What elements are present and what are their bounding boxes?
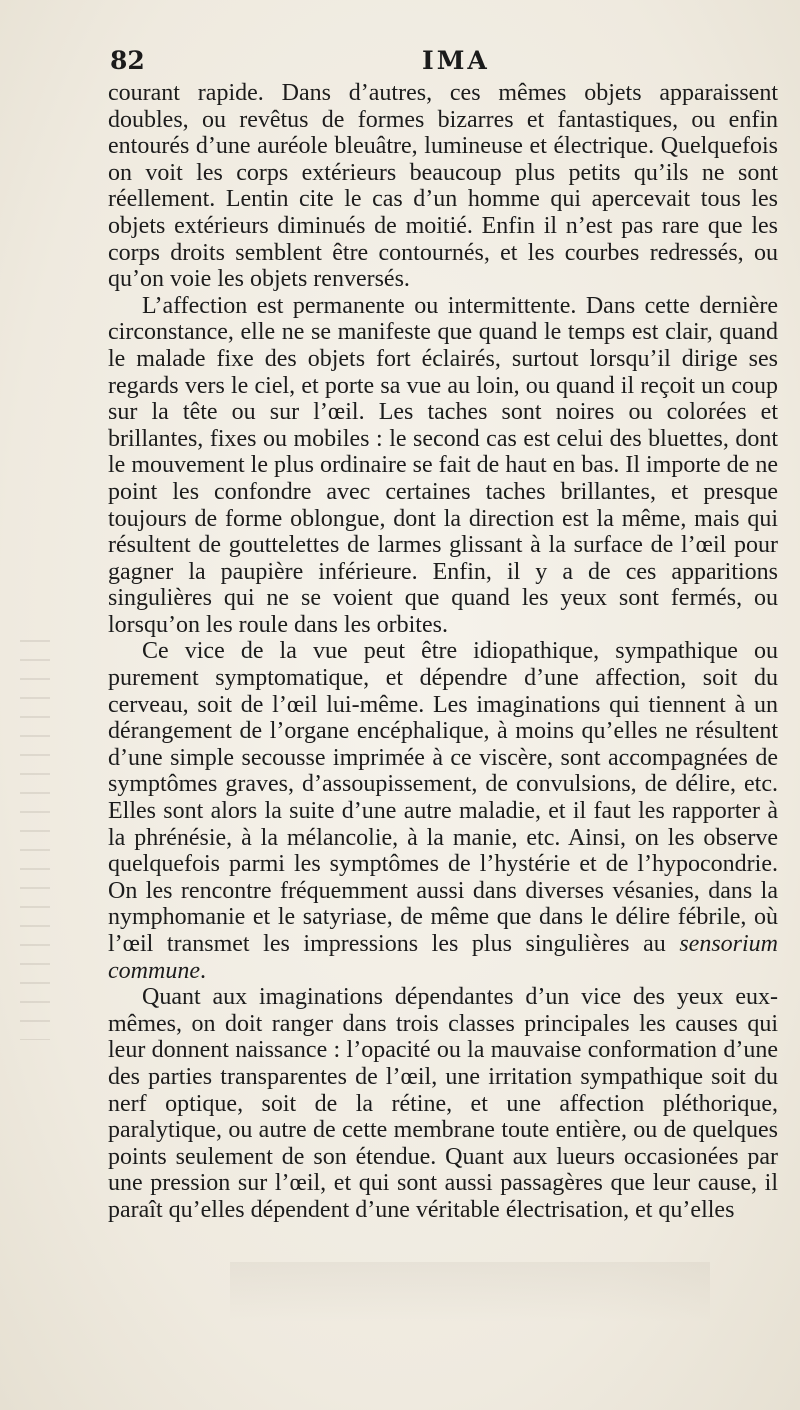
paragraph-3: Ce vice de la vue peut être idiopathique, sympathique ou purement symptomatique, et dépendre d’une affection, soit du cerveau, soit de l’œil lui-même. Les imaginations qui tiennent à un dérangement de l’organe encéphalique, à moins qu’elles ne résultent d’une simple secousse imprimée à ce viscère, sont accompagnées de symptômes graves, d’assoupissement, de convulsions, de délire, etc. Elles sont alors la suite d’une autre maladie, et il faut les rapporter à la phrénésie, à la mélancolie, à la manie, etc. Ainsi, on les observe quelquefois parmi les symptômes de l’hystérie et de l’hypocondrie. On les rencontre fréquemment aussi dans diverses vésanies, dans la nymphomanie et le satyriase, de même que dans le délire fébrile, où l’œil transmet les impressions les plus singulières au sensorium commune. [108,638,778,984]
paragraph-1: courant rapide. Dans d’autres, ces mêmes objets apparaissent doubles, ou revêtus de formes bizarres et fantastiques, ou enfin entourés d’une auréole bleuâtre, lumineuse et électrique. Quelquefois on voit les corps extérieurs beaucoup plus petits qu’ils ne sont réellement. Lentin cite le cas d’un homme qui apercevait tous les objets extérieurs diminués de moitié. Enfin il n’est pas rare que les corps droits semblent être contournés, et les courbes redressés, ou qu’on voie les objets renversés. [108,80,778,293]
margin-bleed-marks [20,640,50,1040]
running-head: IMA [422,46,490,75]
page-number: 82 [110,46,145,75]
body-text [108,80,778,1224]
latin-phrase: sensorium commune [108,931,778,984]
paragraph-2: L’affection est permanente ou intermittente. Dans cette dernière circonstance, elle ne se manifeste que quand le temps est clair, quand le malade fixe des objets fort éclairés, surtout lorsqu’il dirige ses regards vers le ciel, et porte sa vue au loin, ou quand il reçoit un coup sur la tête ou sur l’œil. Les taches sont noires ou colorées et brillantes, fixes ou mobiles : le second cas est celui des bluettes, dont le mouvement le plus ordinaire se fait de haut en bas. Il importe de ne point les confondre avec certaines taches brillantes, et presque toujours de forme oblongue, dont la direction est la même, mais qui résultent de gouttelettes de larmes glissant à la surface de l’œil pour gagner la paupière inférieure. Enfin, il y a de ces apparitions singulières qui ne se voient que quand les yeux sont fermés, ou lorsqu’on les roule dans les orbites. [108,292,778,638]
paragraph-4: Quant aux imaginations dépendantes d’un vice des yeux eux-mêmes, on doit ranger dans trois classes principales les causes qui leur donnent naissance : l’opacité ou la mauvaise conformation d’une des parties transparentes de l’œil, une irritation sympathique soit du nerf optique, soit de la rétine, et une affection pléthorique, paralytique, ou autre de cette membrane toute entière, ou de quelques points seulement de son étendue. Quant aux lueurs occasionées par une pression sur l’œil, et qui sont aussi passagères que leur cause, il paraît qu’elles dépendent d’une véritable électrisation, et qu’elles [108,984,778,1223]
page-header [110,46,780,80]
show-through-shadow [230,1262,710,1322]
